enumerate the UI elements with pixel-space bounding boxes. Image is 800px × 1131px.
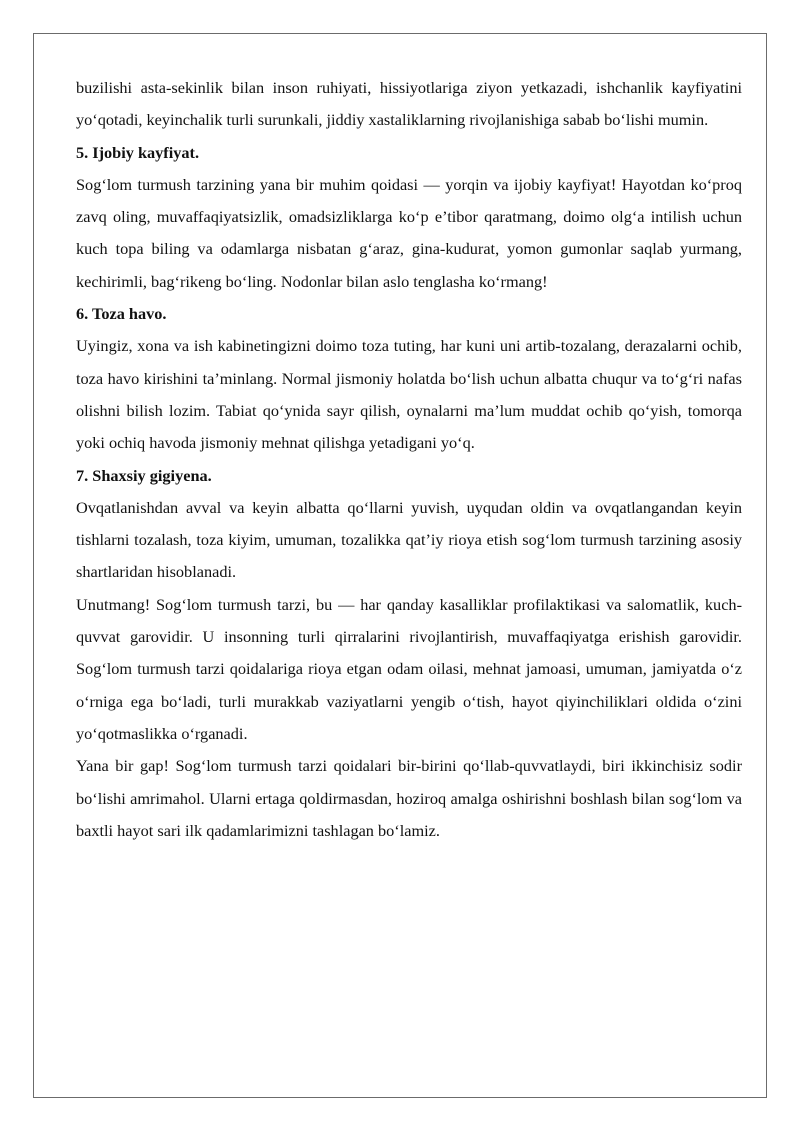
paragraph-intro-continuation: buzilishi asta-sekinlik bilan inson ruhiyati, hissiyotlariga ziyon yetkazadi, ishchanlik kayfiyatini yo‘qotadi, keyinchalik turli surunkali, jiddiy xastaliklarning rivojlanishiga sabab bo‘lishi mumin. [76, 78, 742, 130]
paragraph-personal-hygiene: Ovqatlanishdan avval va keyin albatta qo‘llarni yuvish, uyqudan oldin va ovqatlangandan keyin tishlarni tozalash, toza kiyim, umuman, tozalikka qat’iy rioya etish sog‘lom turmush tarzining asosiy shartlaridan hisoblanadi. [76, 497, 742, 582]
heading-positive-mood: 5. Ijobiy kayfiyat. [76, 142, 200, 162]
heading-fresh-air: 6. Toza havo. [76, 304, 167, 324]
paragraph-closing: Yana bir gap! Sog‘lom turmush tarzi qoidalari bir-birini qo‘llab-quvvatlaydi, biri ikkinchisiz sodir bo‘lishi amrimahol. Ularni ertaga qoldirmasdan, hoziroq amalga oshirishni boshlash bilan sog‘lom va baxtli hayot sari ilk qadamlarimizni tashlagan bo‘lamiz. [76, 756, 742, 840]
paragraph-reminder: Unutmang! Sog‘lom turmush tarzi, bu — har qanday kasalliklar profilaktikasi va salomatlik, kuch-quvvat garovidir. U insonning turli qirralarini rivojlantirish, muvaffaqiyatga erishish garovidir. Sog‘lom turmush tarzi qoidalariga rioya etgan odam oilasi, mehnat jamoasi, umuman, jamiyatda o‘z o‘rniga ega bo‘ladi, turli murakkab vaziyatlarni yengib o‘tish, hayot qiyinchiliklari oldida o‘zini yo‘qotmaslikka o‘rganadi. [76, 594, 742, 743]
paragraph-positive-mood: Sog‘lom turmush tarzining yana bir muhim qoidasi — yorqin va ijobiy kayfiyat! Hayotdan ko‘proq zavq oling, muvaffaqiyatsizlik, omadsizliklarga ko‘p e’tibor qaratmang, doimo olg‘a intilish uchun kuch topa biling va odamlarga nisbatan g‘araz, gina-kudurat, yomon gumonlar saqlab yurmang, kechirimli, bag‘rikeng bo‘ling. Nodonlar bilan aslo tenglasha ko‘rmang! [76, 174, 742, 291]
document-body [76, 72, 742, 847]
heading-personal-hygiene: 7. Shaxsiy gigiyena. [76, 465, 212, 485]
paragraph-fresh-air: Uyingiz, xona va ish kabinetingizni doimo toza tuting, har kuni uni artib-tozalang, derazalarni ochib, toza havo kirishini ta’minlang. Normal jismoniy holatda bo‘lish uchun albatta chuqur va to‘g‘ri nafas olishni bilish lozim. Tabiat qo‘ynida sayr qilish, oynalarni ma’lum muddat ochib qo‘yish, tomorqa yoki ochiq havoda jismoniy mehnat qilishga yetadigani yo‘q. [76, 336, 742, 453]
